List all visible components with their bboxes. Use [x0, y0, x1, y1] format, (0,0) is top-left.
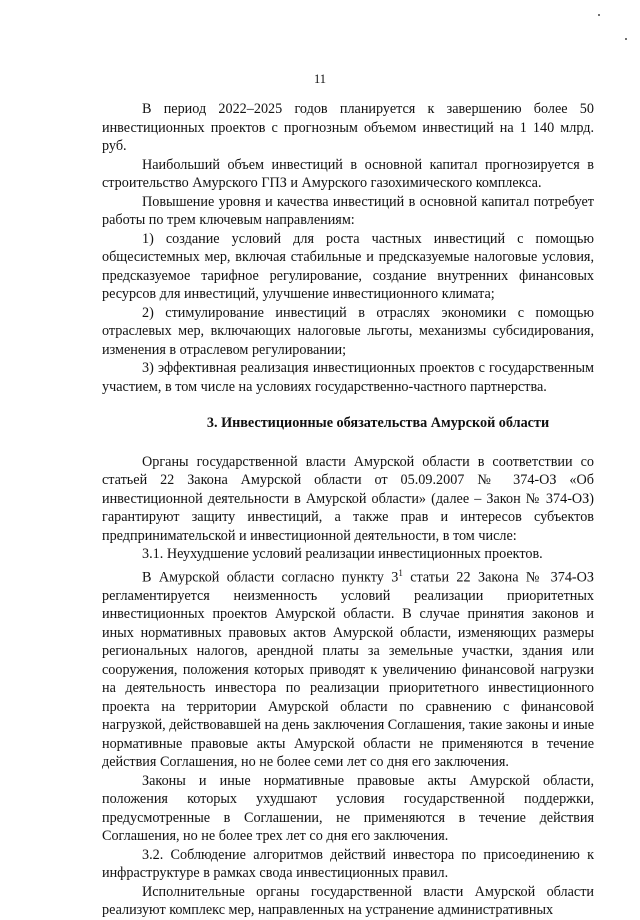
paragraph: В период 2022–2025 годов планируется к завершению более 50 инвестиционных проектов с прогнозным объемом инвестиций на 1 140 млрд. руб.: [102, 101, 594, 154]
list-item: 3) эффективная реализация инвестиционных проектов с государственным участием, в том числе на условиях государственно-частного партнерства.: [102, 360, 594, 395]
paragraph: Органы государственной власти Амурской области в соответствии со статьей 22 Закона Амурской области от 05.09.2007 № 374-ОЗ «Об инвестиционной деятельности в Амурской области» (далее – Закон № 374-ОЗ) гарантируют защиту инвестиций, а также прав и интересов субъектов предпринимательской и инвестиционной деятельности, в том числе:: [102, 453, 594, 544]
paragraph: Наибольший объем инвестиций в основной капитал прогнозируется в строительство Амурского ГПЗ и Амурского газохимического комплекса.: [102, 156, 594, 191]
scan-mark: [598, 14, 600, 16]
paragraph-text-after: статьи 22 Закона № 374-ОЗ регламентируется неизменность условий реализации приоритетных инвестиционных проектов Амурской области. В случае принятия законов и иных нормативных правовых актов Амурской области, изменяющих размеры региональных налогов, арендной платы за земельные участки, здания или сооружения, положения которых приводят к увеличению финансовой нагрузки на деятельность инвестора по реализации приоритетного инвестиционного проекта на территории Амурской области по сравнению с финансовой нагрузкой, действовавшей на день заключения Соглашения, такие законы и иные нормативные правовые акты Амурской области не применяются в течение действия Соглашения, но не более семи лет со дня его заключения.: [102, 569, 594, 771]
paragraph-text-before: В Амурской области согласно пункту 3: [142, 569, 399, 586]
paragraph-with-footnote: [102, 564, 594, 772]
list-item: 2) стимулирование инвестиций в отраслях экономики с помощью отраслевых мер, включающих налоговые льготы, механизмы субсидирования, изменения в отраслевом регулировании;: [102, 304, 594, 358]
paragraph: Законы и иные нормативные правовые акты Амурской области, положения которых ухудшают условия государственной поддержки, предусмотренные в Соглашении, не применяются в течение действия Соглашения, но не более трех лет со дня его заключения.: [102, 772, 594, 845]
footnote-superscript: 1: [398, 567, 403, 578]
paragraph: 3.2. Соблюдение алгоритмов действий инвестора по присоединению к инфраструктуре в рамках свода инвестиционных правил.: [102, 846, 594, 882]
list-item: 1) создание условий для роста частных инвестиций с помощью общесистемных мер, включая стабильные и предсказуемые налоговые условия, предсказуемое тарифное регулирование, создание внутренних финансовых ресурсов для инвестиций, улучшение инвестиционного климата;: [102, 230, 594, 302]
section-heading: 3. Инвестиционные обязательства Амурской области: [206, 415, 550, 431]
paragraph: Исполнительные органы государственной власти Амурской области реализуют комплекс мер, направленных на устранение административных: [102, 883, 594, 919]
scan-mark: [625, 38, 627, 40]
paragraph: 3.1. Неухудшение условий реализации инвестиционных проектов.: [142, 546, 543, 562]
document-body: [102, 100, 594, 920]
paragraph: Повышение уровня и качества инвестиций в основной капитал потребует работы по трем ключевым направлениям:: [102, 193, 594, 228]
page-number: 11: [313, 72, 327, 86]
